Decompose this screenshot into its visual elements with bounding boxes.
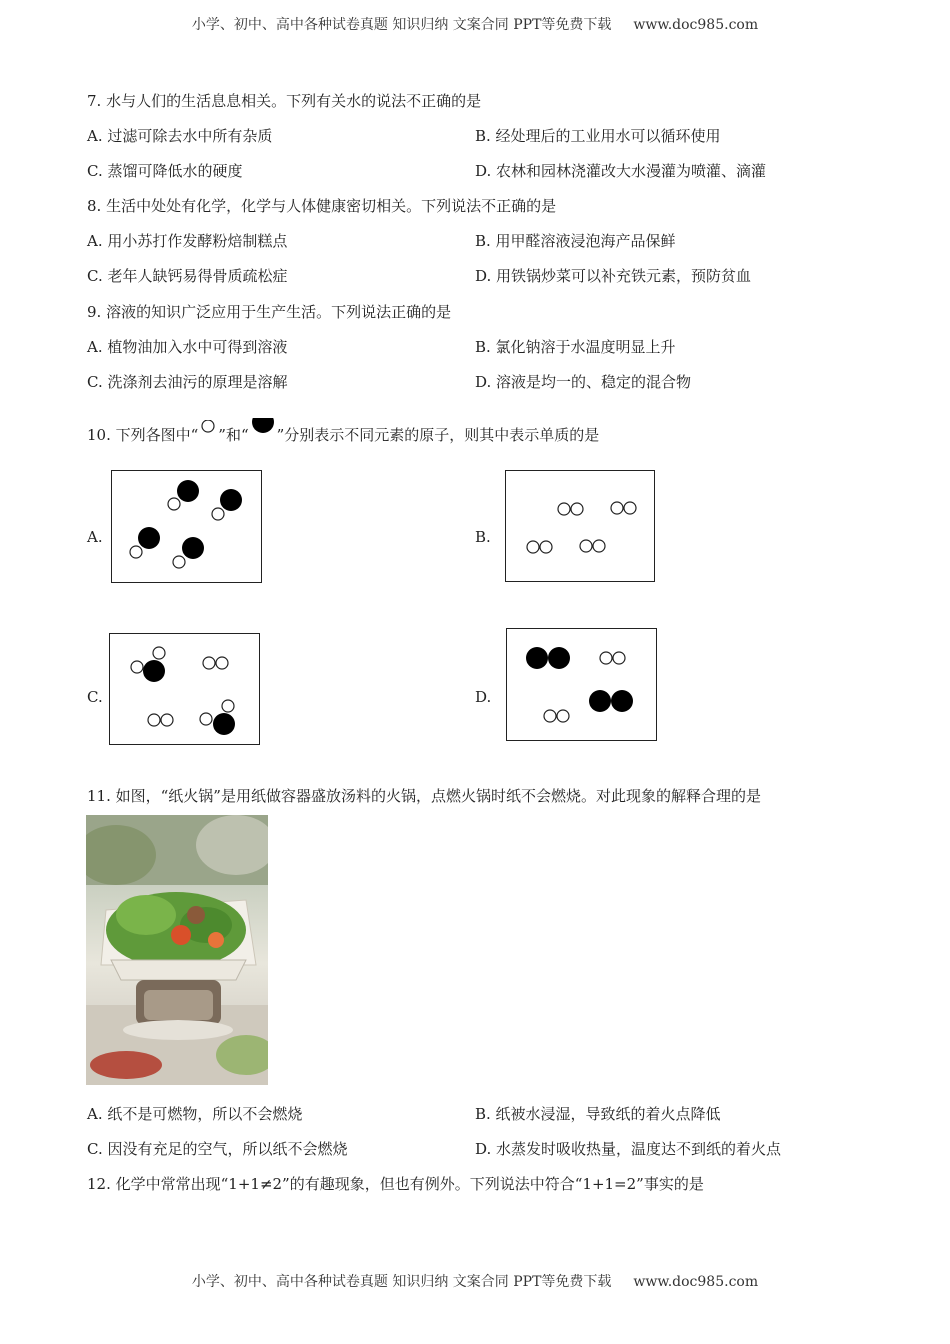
q11-stem: 11. 如图，“纸火锅”是用纸做容器盛放汤料的火锅，点燃火锅时纸不会燃烧。对此现象的解释合理的是: [87, 787, 761, 805]
q10-stem-part2: ”和“: [218, 426, 249, 444]
q12-stem: 12. 化学中常常出现“1+1≠2”的有趣现象，但也有例外。下列说法中符合“1+1=2”事实的是: [87, 1175, 704, 1193]
q7-option-b: B. 经处理后的工业用水可以循环使用: [475, 127, 721, 145]
paper-hotpot-illustration: [86, 815, 268, 1085]
q9-option-d: D. 溶液是均一的、稳定的混合物: [475, 373, 692, 391]
q11-option-b: B. 纸被水浸湿，导致纸的着火点降低: [475, 1105, 721, 1123]
q10-label-c: C.: [87, 688, 103, 706]
q11-option-c: C. 因没有充足的空气，所以纸不会燃烧: [87, 1140, 348, 1158]
white-atom-icon: [198, 420, 218, 442]
footer-url[interactable]: www.doc985.com: [633, 1274, 759, 1290]
q10-stem-part3: ”分别表示不同元素的原子，则其中表示单质的是: [276, 426, 600, 444]
q7-option-a: A. 过滤可除去水中所有杂质: [87, 127, 273, 145]
figure-d-molecules: [507, 629, 658, 742]
q8-option-b: B. 用甲醛溶液浸泡海产品保鲜: [475, 232, 676, 250]
footer-text: 小学、初中、高中各种试卷真题 知识归纳 文案合同 PPT等免费下载: [191, 1274, 612, 1290]
q9-option-a: A. 植物油加入水中可得到溶液: [87, 338, 288, 356]
header-url[interactable]: www.doc985.com: [633, 17, 759, 33]
q8-option-d: D. 用铁锅炒菜可以补充铁元素，预防贫血: [475, 267, 752, 285]
q10-figure-c: [109, 633, 260, 745]
q11-option-d: D. 水蒸发时吸收热量，温度达不到纸的着火点: [475, 1140, 782, 1158]
figure-a-molecules: [112, 471, 263, 584]
q7-stem: 7. 水与人们的生活息息相关。下列有关水的说法不正确的是: [87, 92, 482, 110]
q10-stem-part1: 10. 下列各图中“: [87, 426, 199, 444]
q8-option-c: C. 老年人缺钙易得骨质疏松症: [87, 267, 288, 285]
q9-stem: 9. 溶液的知识广泛应用于生产生活。下列说法正确的是: [87, 303, 452, 321]
q10-figure-b: [505, 470, 655, 582]
q10-figure-a: [111, 470, 262, 583]
q8-stem: 8. 生活中处处有化学，化学与人体健康密切相关。下列说法不正确的是: [87, 197, 557, 215]
q11-option-a: A. 纸不是可燃物，所以不会燃烧: [87, 1105, 303, 1123]
q10-label-d: D.: [475, 688, 492, 706]
header-text: 小学、初中、高中各种试卷真题 知识归纳 文案合同 PPT等免费下载: [191, 17, 612, 33]
figure-b-molecules: [506, 471, 656, 583]
black-atom-icon: [249, 418, 277, 442]
q10-figure-d: [506, 628, 657, 741]
figure-c-molecules: [110, 634, 261, 746]
q9-option-b: B. 氯化钠溶于水温度明显上升: [475, 338, 676, 356]
q10-label-a: A.: [87, 528, 103, 546]
q7-option-d: D. 农林和园林浇灌改大水漫灌为喷灌、滴灌: [475, 162, 767, 180]
page-header: [0, 14, 950, 34]
paper-hotpot-photo: [86, 815, 268, 1085]
q8-option-a: A. 用小苏打作发酵粉焙制糕点: [87, 232, 288, 250]
q10-label-b: B.: [475, 528, 491, 546]
q7-option-c: C. 蒸馏可降低水的硬度: [87, 162, 243, 180]
page-footer: [0, 1271, 950, 1291]
q10-stem: [87, 418, 599, 445]
q9-option-c: C. 洗涤剂去油污的原理是溶解: [87, 373, 288, 391]
